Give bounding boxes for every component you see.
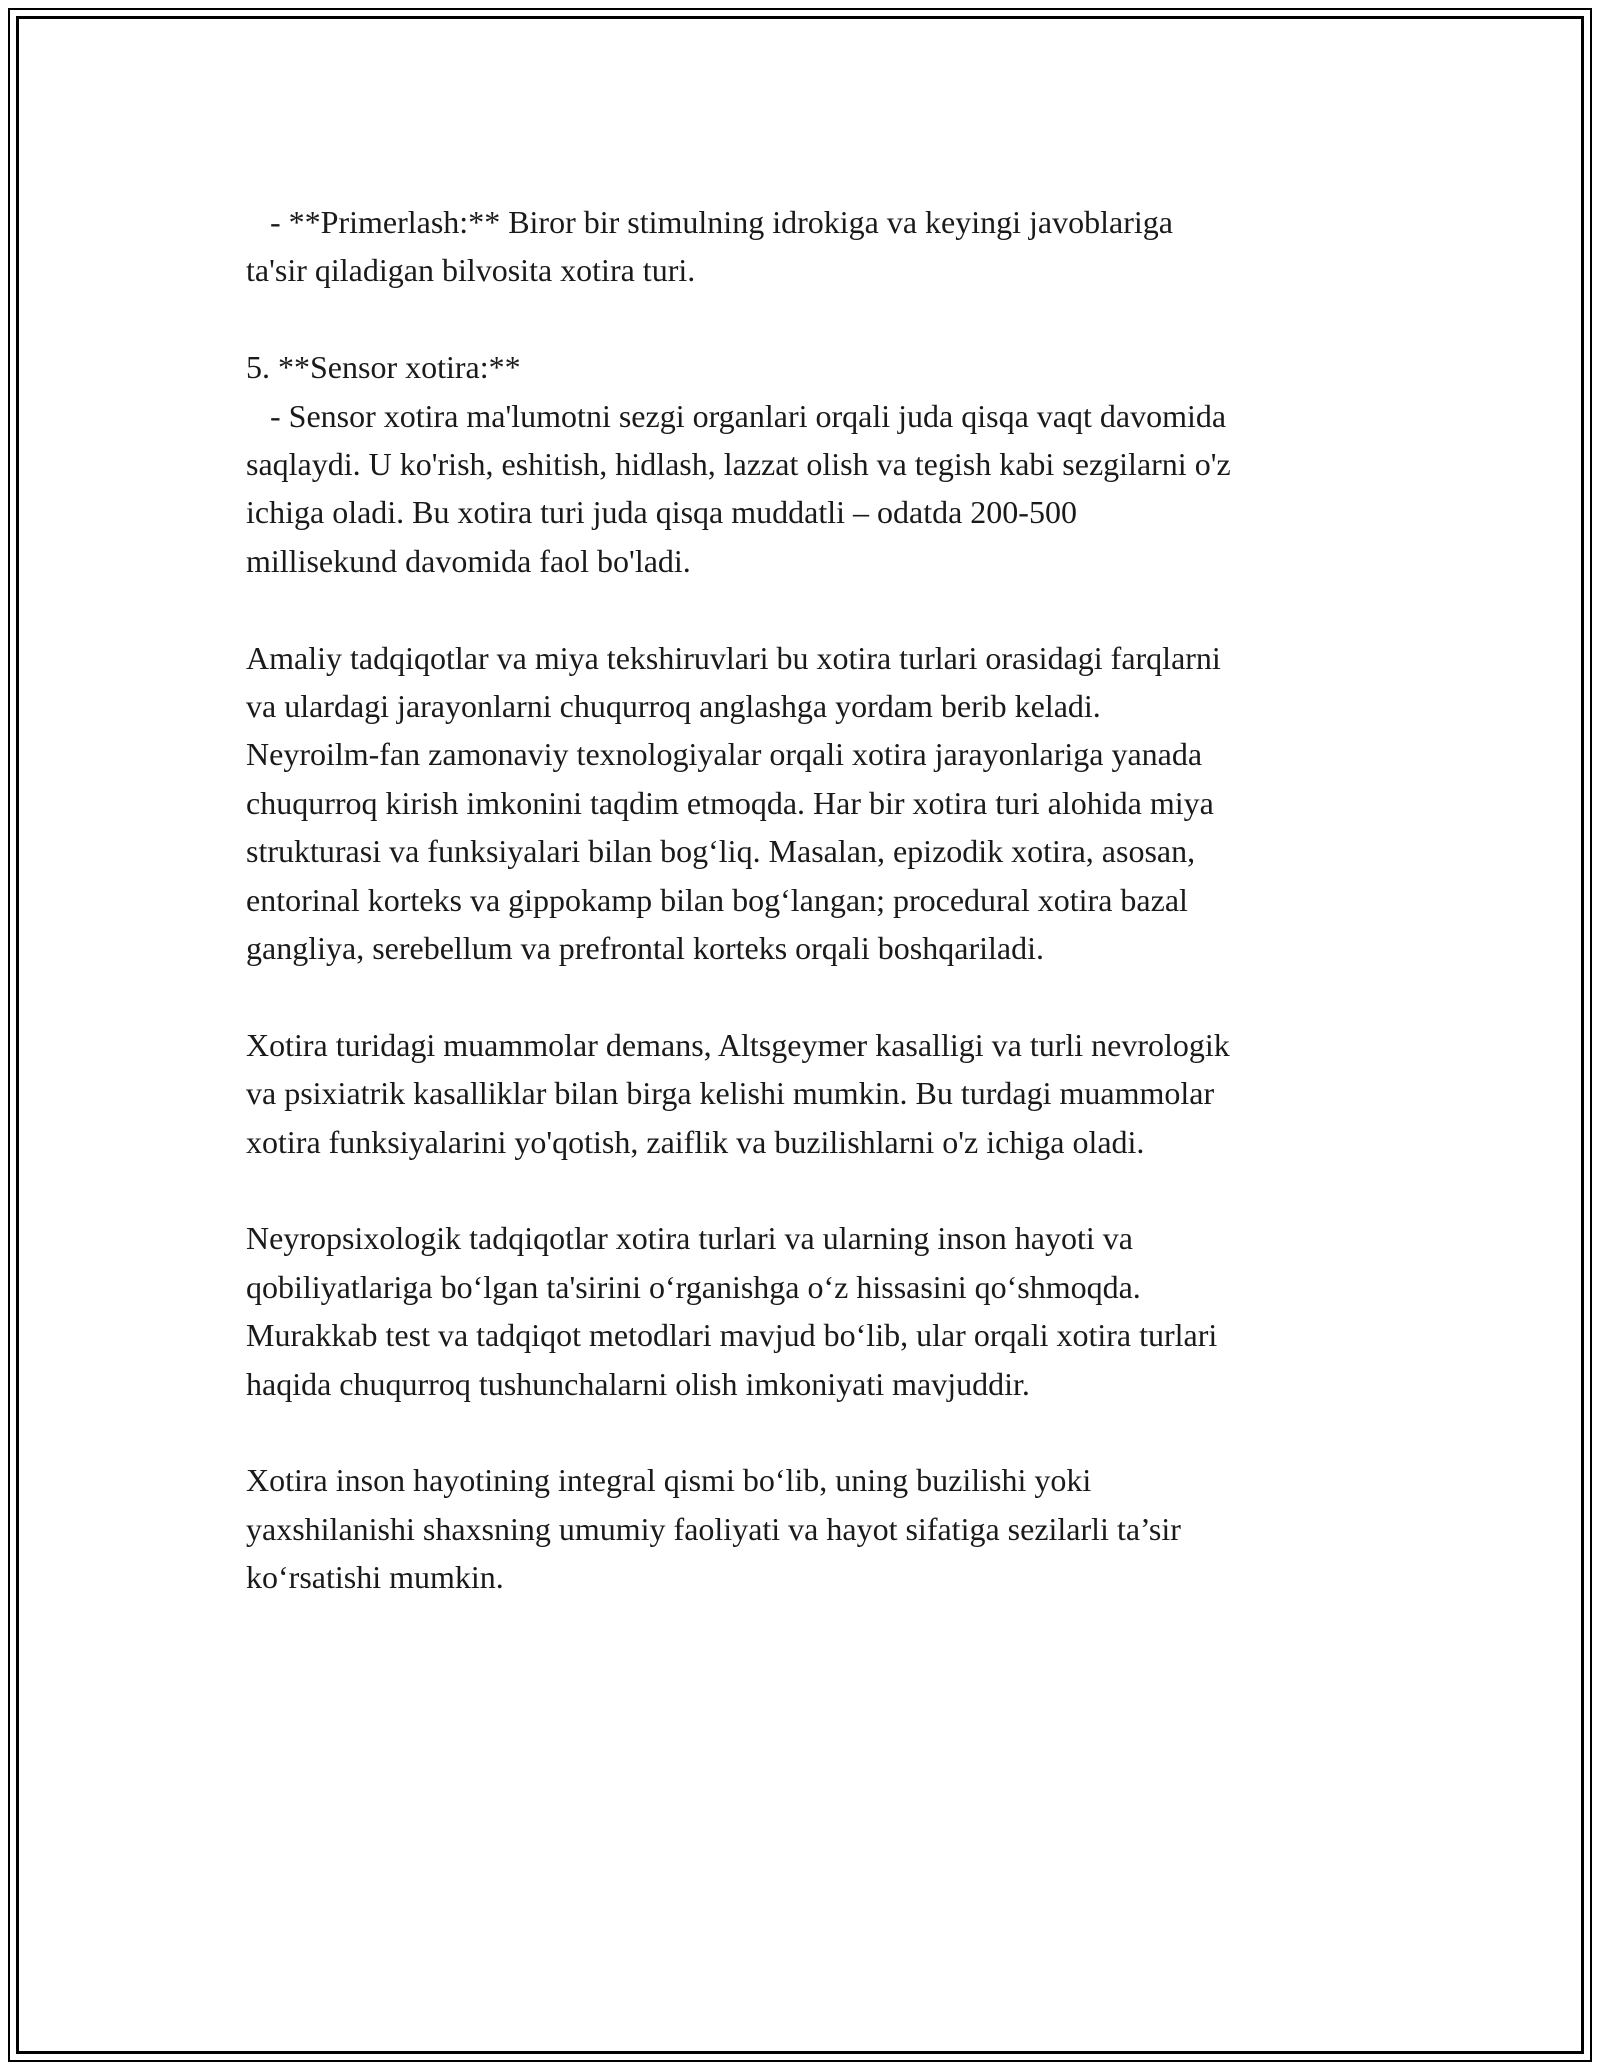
text-line: Neyropsixologik tadqiqotlar xotira turlari va ularning inson hayoti va (246, 1220, 1133, 1257)
page-frame (8, 8, 1592, 2062)
text-line: ichiga oladi. Bu xotira turi juda qisqa muddatli – odatda 200-500 (246, 494, 1077, 531)
text-line: Xotira inson hayotining integral qismi bo‘lib, uning buzilishi yoki (246, 1462, 1092, 1499)
text-line: xotira funksiyalarini yo'qotish, zaiflik va buzilishlarni o'z ichiga oladi. (246, 1123, 1145, 1160)
document-body (246, 198, 1386, 1650)
paragraph-amaliy-tadqiqotlar (246, 634, 1386, 973)
text-line: millisekund davomida faol bo'ladi. (246, 542, 691, 579)
text-line: ta'sir qiladigan bilvosita xotira turi. (246, 252, 696, 289)
text-line: gangliya, serebellum va prefrontal korteks orqali boshqariladi. (246, 930, 1044, 967)
text-line: strukturasi va funksiyalari bilan bog‘liq. Masalan, epizodik xotira, asosan, (246, 833, 1196, 870)
paragraph-primerlash (246, 198, 1386, 295)
text-line: Amaliy tadqiqotlar va miya tekshiruvlari bu xotira turlari orasidagi farqlarni (246, 639, 1221, 676)
paragraph-sensor-xotira (246, 343, 1386, 585)
text-line: va psixiatrik kasalliklar bilan birga kelishi mumkin. Bu turdagi muammolar (246, 1075, 1215, 1112)
text-line: qobiliyatlariga bo‘lgan ta'sirini o‘rganishga o‘z hissasini qo‘shmoqda. (246, 1268, 1141, 1305)
text-line: chuqurroq kirish imkonini taqdim etmoqda. Har bir xotira turi alohida miya (246, 784, 1214, 821)
paragraph-xotira-inson (246, 1456, 1386, 1601)
text-line: saqlaydi. U ko'rish, eshitish, hidlash, lazzat olish va tegish kabi sezgilarni o'z (246, 446, 1231, 483)
text-line: entorinal korteks va gippokamp bilan bog‘langan; procedural xotira bazal (246, 881, 1188, 918)
list-heading: 5. **Sensor xotira:** (246, 349, 521, 386)
text-line: - Sensor xotira ma'lumotni sezgi organlari orqali juda qisqa vaqt davomida (246, 397, 1227, 434)
text-line: Neyroilm-fan zamonaviy texnologiyalar orqali xotira jarayonlariga yanada (246, 736, 1203, 773)
text-line: Xotira turidagi muammolar demans, Altsgeymer kasalligi va turli nevrologik (246, 1026, 1230, 1063)
text-line: haqida chuqurroq tushunchalarni olish imkoniyati mavjuddir. (246, 1365, 1030, 1402)
paragraph-xotira-muammolar (246, 1021, 1386, 1166)
text-line: ko‘rsatishi mumkin. (246, 1559, 504, 1596)
text-line: - **Primerlash:** Biror bir stimulning idrokiga va keyingi javoblariga (246, 204, 1173, 240)
paragraph-neyropsixologik (246, 1214, 1386, 1408)
text-line: va ulardagi jarayonlarni chuqurroq anglashga yordam berib keladi. (246, 688, 1101, 725)
text-line: yaxshilanishi shaxsning umumiy faoliyati va hayot sifatiga sezilarli ta’sir (246, 1510, 1181, 1547)
text-line: Murakkab test va tadqiqot metodlari mavjud bo‘lib, ular orqali xotira turlari (246, 1317, 1218, 1354)
